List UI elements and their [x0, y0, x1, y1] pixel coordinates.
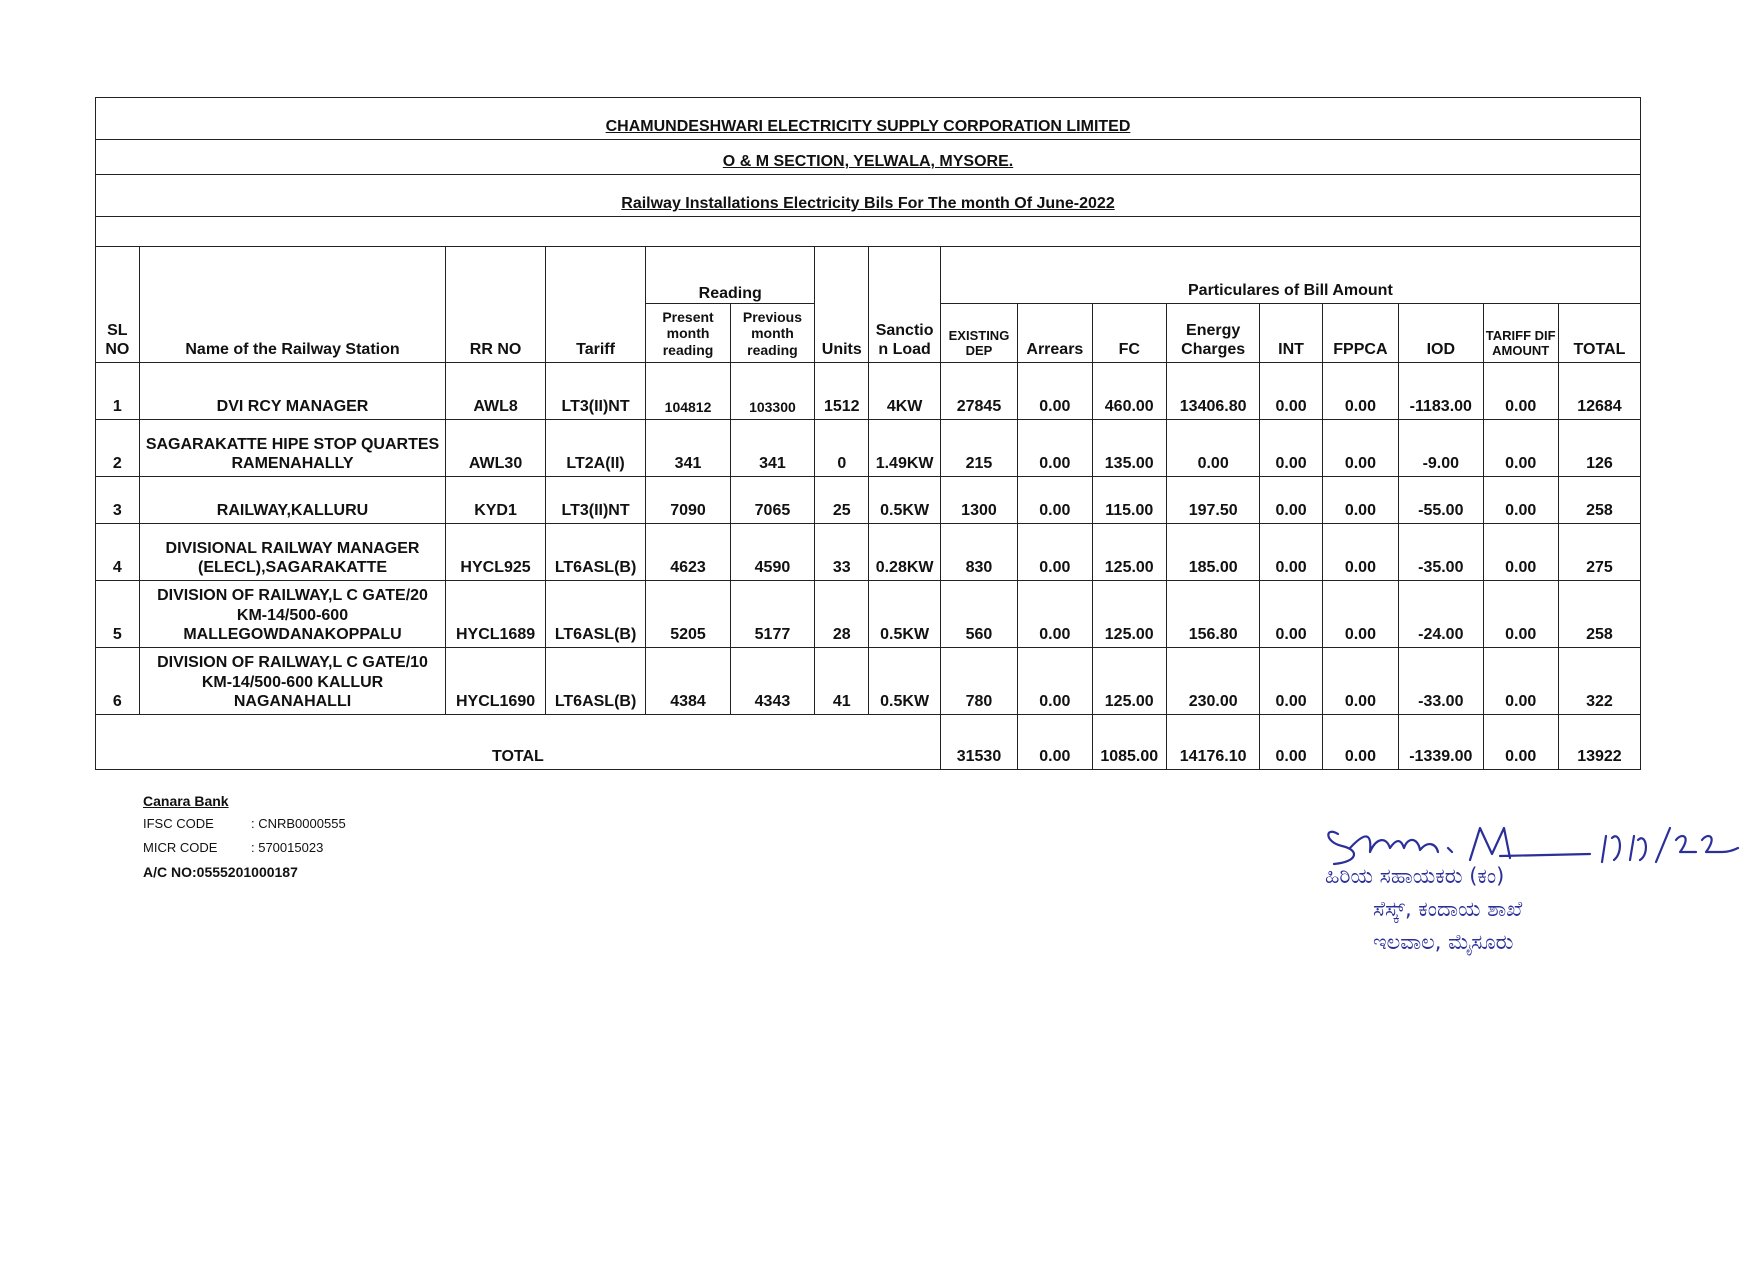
col-arrears: Arrears — [1018, 304, 1092, 363]
col-particulars-group: Particulares of Bill Amount — [940, 247, 1640, 304]
cell-station-name: DIVISIONAL RAILWAY MANAGER (ELECL),SAGARAKATTE — [139, 524, 446, 581]
office-stamp — [1325, 860, 1522, 959]
col-rr-no: RR NO — [446, 247, 546, 363]
cell-load: 0.5KW — [869, 581, 940, 648]
cell-station-name: RAILWAY,KALLURU — [139, 477, 446, 524]
cell-energy: 197.50 — [1166, 477, 1259, 524]
cell-load: 1.49KW — [869, 420, 940, 477]
col-previous-reading: Previous month reading — [730, 304, 814, 363]
cell-units: 33 — [815, 524, 869, 581]
subject-line: Railway Installations Electricity Bils For The month Of June-2022 — [621, 195, 1115, 212]
cell-total: 322 — [1558, 648, 1640, 715]
bill-sheet — [95, 97, 1641, 770]
cell-previous: 5177 — [730, 581, 814, 648]
cell-int: 0.00 — [1260, 363, 1322, 420]
col-fppca: FPPCA — [1322, 304, 1398, 363]
ifsc-label: IFSC CODE — [143, 816, 214, 831]
section-name: O & M SECTION, YELWALA, MYSORE. — [722, 153, 1014, 170]
stamp-designation: ಹಿರಿಯ ಸಹಾಯಕರು (ಕಂ) — [1325, 864, 1505, 888]
cell-units: 1512 — [815, 363, 869, 420]
cell-total: 275 — [1558, 524, 1640, 581]
company-name: CHAMUNDESHWARI ELECTRICITY SUPPLY CORPORATION LIMITED — [605, 118, 1131, 135]
cell-arrears: 0.00 — [1018, 524, 1092, 581]
grand-total: 13922 — [1558, 715, 1640, 770]
cell-rr-no: KYD1 — [446, 477, 546, 524]
cell-station-name: SAGARAKATTE HIPE STOP QUARTES RAMENAHALLY — [139, 420, 446, 477]
cell-tariff-dif: 0.00 — [1483, 524, 1558, 581]
col-int: INT — [1260, 304, 1322, 363]
cell-tariff: LT2A(II) — [545, 420, 646, 477]
col-tariff: Tariff — [545, 247, 646, 363]
section-header — [96, 140, 1640, 175]
col-reading-group: Reading — [646, 247, 815, 304]
bank-details — [143, 793, 346, 880]
cell-previous: 7065 — [730, 477, 814, 524]
col-sanction-load: Sanctio n Load — [869, 247, 940, 363]
cell-present: 7090 — [646, 477, 730, 524]
cell-energy: 13406.80 — [1166, 363, 1259, 420]
cell-arrears: 0.00 — [1018, 420, 1092, 477]
stamp-location: ಇಲವಾಲ, ಮೈಸೂರು — [1373, 930, 1514, 954]
cell-arrears: 0.00 — [1018, 477, 1092, 524]
cell-arrears: 0.00 — [1018, 363, 1092, 420]
cell-fc: 125.00 — [1092, 648, 1166, 715]
ifsc-line — [143, 816, 346, 831]
table-row — [96, 420, 1640, 477]
cell-dep: 27845 — [940, 363, 1017, 420]
cell-iod: -35.00 — [1399, 524, 1483, 581]
cell-load: 4KW — [869, 363, 940, 420]
micr-value: : 570015023 — [251, 840, 324, 855]
cell-dep: 780 — [940, 648, 1017, 715]
cell-dep: 560 — [940, 581, 1017, 648]
table-row — [96, 648, 1640, 715]
micr-label: MICR CODE — [143, 840, 218, 855]
total-iod: -1339.00 — [1399, 715, 1483, 770]
cell-fppca: 0.00 — [1322, 648, 1398, 715]
cell-tariff-dif: 0.00 — [1483, 477, 1558, 524]
cell-previous: 341 — [730, 420, 814, 477]
total-fppca: 0.00 — [1322, 715, 1398, 770]
ifsc-value: : CNRB0000555 — [251, 816, 346, 831]
cell-present: 341 — [646, 420, 730, 477]
cell-total: 12684 — [1558, 363, 1640, 420]
total-arrears: 0.00 — [1018, 715, 1092, 770]
cell-units: 28 — [815, 581, 869, 648]
cell-station-name: DIVISION OF RAILWAY,L C GATE/20 KM-14/500-600 MALLEGOWDANAKOPPALU — [139, 581, 446, 648]
cell-dep: 830 — [940, 524, 1017, 581]
cell-total: 126 — [1558, 420, 1640, 477]
total-int: 0.00 — [1260, 715, 1322, 770]
cell-present: 4384 — [646, 648, 730, 715]
table-row — [96, 581, 1640, 648]
cell-station-name: DVI RCY MANAGER — [139, 363, 446, 420]
cell-tariff: LT6ASL(B) — [545, 524, 646, 581]
cell-load: 0.5KW — [869, 648, 940, 715]
stamp-office: ಸೆಸ್ಕ್, ಕಂದಾಯ ಶಾಖೆ — [1373, 897, 1523, 921]
cell-fppca: 0.00 — [1322, 524, 1398, 581]
cell-rr-no: AWL30 — [446, 420, 546, 477]
table-row — [96, 524, 1640, 581]
cell-previous: 103300 — [730, 363, 814, 420]
cell-present: 4623 — [646, 524, 730, 581]
cell-arrears: 0.00 — [1018, 581, 1092, 648]
cell-fppca: 0.00 — [1322, 420, 1398, 477]
col-total: TOTAL — [1558, 304, 1640, 363]
cell-tariff-dif: 0.00 — [1483, 363, 1558, 420]
cell-int: 0.00 — [1260, 648, 1322, 715]
bill-table — [96, 247, 1640, 769]
col-units: Units — [815, 247, 869, 363]
cell-iod: -9.00 — [1399, 420, 1483, 477]
cell-units: 0 — [815, 420, 869, 477]
cell-iod: -24.00 — [1399, 581, 1483, 648]
cell-fc: 125.00 — [1092, 581, 1166, 648]
cell-energy: 185.00 — [1166, 524, 1259, 581]
cell-station-name: DIVISION OF RAILWAY,L C GATE/10 KM-14/500-600 KALLUR NAGANAHALLI — [139, 648, 446, 715]
cell-int: 0.00 — [1260, 581, 1322, 648]
cell-present: 104812 — [646, 363, 730, 420]
micr-line — [143, 840, 346, 855]
cell-load: 0.5KW — [869, 477, 940, 524]
cell-sl: 3 — [96, 477, 139, 524]
totals-label: TOTAL — [96, 715, 940, 770]
total-energy: 14176.10 — [1166, 715, 1259, 770]
cell-energy: 156.80 — [1166, 581, 1259, 648]
cell-iod: -33.00 — [1399, 648, 1483, 715]
col-existing-dep: EXISTING DEP — [940, 304, 1017, 363]
total-fc: 1085.00 — [1092, 715, 1166, 770]
cell-sl: 1 — [96, 363, 139, 420]
cell-tariff-dif: 0.00 — [1483, 420, 1558, 477]
cell-tariff: LT6ASL(B) — [545, 648, 646, 715]
cell-rr-no: AWL8 — [446, 363, 546, 420]
total-dep: 31530 — [940, 715, 1017, 770]
col-energy-charges: Energy Charges — [1166, 304, 1259, 363]
cell-sl: 6 — [96, 648, 139, 715]
cell-arrears: 0.00 — [1018, 648, 1092, 715]
cell-previous: 4343 — [730, 648, 814, 715]
col-tariff-dif: TARIFF DIF AMOUNT — [1483, 304, 1558, 363]
total-tariff-dif: 0.00 — [1483, 715, 1558, 770]
subject-header — [96, 175, 1640, 217]
cell-load: 0.28KW — [869, 524, 940, 581]
account-number: A/C NO:0555201000187 — [143, 864, 298, 880]
cell-fc: 125.00 — [1092, 524, 1166, 581]
cell-fppca: 0.00 — [1322, 477, 1398, 524]
cell-int: 0.00 — [1260, 524, 1322, 581]
cell-previous: 4590 — [730, 524, 814, 581]
cell-rr-no: HYCL1690 — [446, 648, 546, 715]
cell-energy: 230.00 — [1166, 648, 1259, 715]
col-sl-no: SL NO — [96, 247, 139, 363]
cell-iod: -55.00 — [1399, 477, 1483, 524]
cell-fc: 115.00 — [1092, 477, 1166, 524]
cell-dep: 1300 — [940, 477, 1017, 524]
bank-name: Canara Bank — [143, 793, 229, 809]
cell-units: 25 — [815, 477, 869, 524]
cell-sl: 4 — [96, 524, 139, 581]
cell-energy: 0.00 — [1166, 420, 1259, 477]
cell-fc: 460.00 — [1092, 363, 1166, 420]
cell-present: 5205 — [646, 581, 730, 648]
cell-tariff: LT3(II)NT — [545, 363, 646, 420]
cell-rr-no: HYCL925 — [446, 524, 546, 581]
cell-total: 258 — [1558, 477, 1640, 524]
cell-sl: 5 — [96, 581, 139, 648]
cell-tariff-dif: 0.00 — [1483, 648, 1558, 715]
cell-dep: 215 — [940, 420, 1017, 477]
cell-int: 0.00 — [1260, 477, 1322, 524]
col-iod: IOD — [1399, 304, 1483, 363]
cell-fc: 135.00 — [1092, 420, 1166, 477]
cell-rr-no: HYCL1689 — [446, 581, 546, 648]
cell-tariff-dif: 0.00 — [1483, 581, 1558, 648]
col-fc: FC — [1092, 304, 1166, 363]
cell-iod: -1183.00 — [1399, 363, 1483, 420]
col-present-reading: Present month reading — [646, 304, 730, 363]
col-station-name: Name of the Railway Station — [139, 247, 446, 363]
cell-tariff: LT6ASL(B) — [545, 581, 646, 648]
cell-total: 258 — [1558, 581, 1640, 648]
cell-tariff: LT3(II)NT — [545, 477, 646, 524]
cell-sl: 2 — [96, 420, 139, 477]
cell-int: 0.00 — [1260, 420, 1322, 477]
cell-fppca: 0.00 — [1322, 363, 1398, 420]
company-header — [96, 98, 1640, 140]
cell-fppca: 0.00 — [1322, 581, 1398, 648]
table-row — [96, 477, 1640, 524]
table-row — [96, 363, 1640, 420]
cell-units: 41 — [815, 648, 869, 715]
totals-row — [96, 715, 1640, 770]
blank-row — [96, 217, 1640, 247]
